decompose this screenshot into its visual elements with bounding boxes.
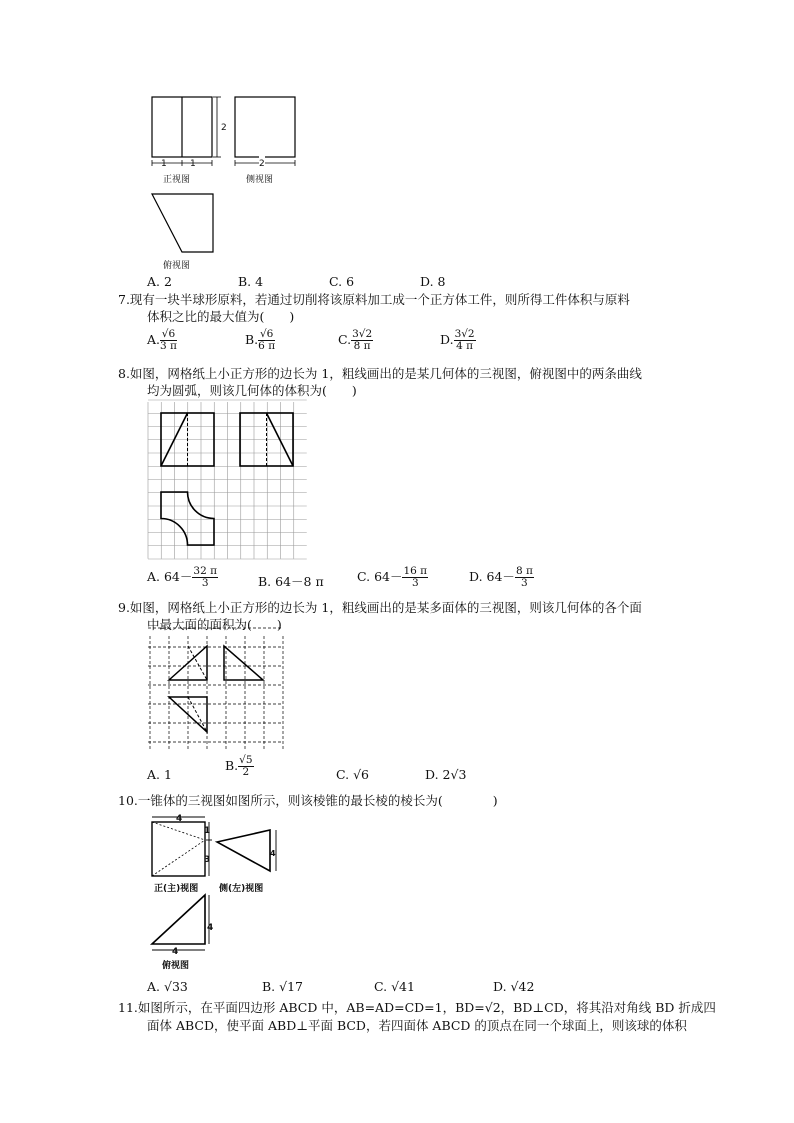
dim-label: 2	[259, 156, 265, 172]
option-d: D. $\frac{3√2}{4 \pi}$	[440, 328, 475, 352]
q7-line1: 7.现有一块半球形原料，若通过切削将该原料加工成一个正方体工件，则所得工件体积与原料	[118, 292, 630, 307]
q8-line2: 均为圆弧，则该几何体的体积为( )	[147, 383, 357, 398]
dim-label: 1	[204, 826, 211, 836]
q9-line1: 9.如图，网格纸上小正方形的边长为 1，粗线画出的是某多面体的三视图，则该几何体的各个面	[118, 600, 642, 615]
option-b: B. $\frac{√5}{2}$	[225, 754, 253, 778]
q6-top-view-figure	[145, 190, 225, 260]
dim-label: 1	[190, 159, 196, 169]
option-d: D. 8	[420, 274, 446, 289]
option-a: A. √33	[147, 979, 188, 994]
front-view-caption: 正(主)视图	[154, 884, 199, 894]
q11-line1: 11.如图所示，在平面四边形 ABCD 中，AB=AD=CD=1，BD=√2，BD⊥CD，将其沿对角线 BD 折成四	[118, 1000, 716, 1015]
option-d: D. √42	[493, 979, 535, 994]
q6-side-view-figure	[232, 92, 302, 172]
front-view-caption: 正视图	[163, 175, 191, 185]
option-d: D. 64－ $\frac{8 \pi}{3}$	[469, 565, 533, 589]
option-b: B. 4	[238, 274, 264, 289]
q9-dashed-grid-three-views	[148, 636, 283, 751]
q10-line1: 10.一锥体的三视图如图所示，则该棱锥的最长棱的棱长为( )	[118, 793, 498, 808]
option-c: C. $\frac{3√2}{8 \pi}$	[338, 328, 373, 352]
option-a: A. 1	[147, 767, 172, 782]
option-c: C. 64－ $\frac{16 \pi}{3}$	[357, 565, 428, 589]
top-view-caption: 俯视图	[162, 961, 190, 971]
option-c: C. √41	[374, 979, 415, 994]
option-c: C. 6	[329, 274, 355, 289]
dim-label: 4	[176, 814, 183, 824]
dim-label: 3	[204, 855, 211, 865]
option-a: A. 64－ $\frac{32 \pi}{3}$	[147, 565, 217, 589]
q11-line2: 面体 ABCD，使平面 ABD⊥平面 BCD，若四面体 ABCD 的顶点在同一个球面上，则该球的体积	[147, 1018, 687, 1033]
option-c: C. √6	[336, 767, 369, 782]
dim-label: 1	[161, 159, 167, 169]
side-view-caption: 侧视图	[246, 175, 274, 185]
q8-grid-three-views	[148, 402, 308, 560]
option-b: B. √17	[262, 979, 304, 994]
dim-label: 4	[207, 923, 214, 933]
q7-line2: 体积之比的最大值为( )	[147, 309, 295, 324]
option-a: A. $\frac{√6}{3 \pi}$	[147, 328, 177, 352]
option-b: B. 64－8 π	[258, 574, 324, 589]
top-view-caption: 俯视图	[163, 261, 191, 271]
q9-line2: 中最大面的面积为( )	[147, 617, 282, 632]
option-b: B. $\frac{√6}{6 \pi}$	[245, 328, 276, 352]
option-a: A. 2	[147, 274, 172, 289]
dim-label: 4	[172, 947, 179, 957]
side-view-caption: 侧(左)视图	[219, 884, 264, 894]
dim-label: 2	[221, 120, 227, 136]
dim-label: 4	[270, 849, 276, 858]
q8-line1: 8.如图，网格纸上小正方形的边长为 1，粗线画出的是某几何体的三视图，俯视图中的两条曲线	[118, 366, 642, 381]
option-d: D. 2√3	[425, 767, 467, 782]
